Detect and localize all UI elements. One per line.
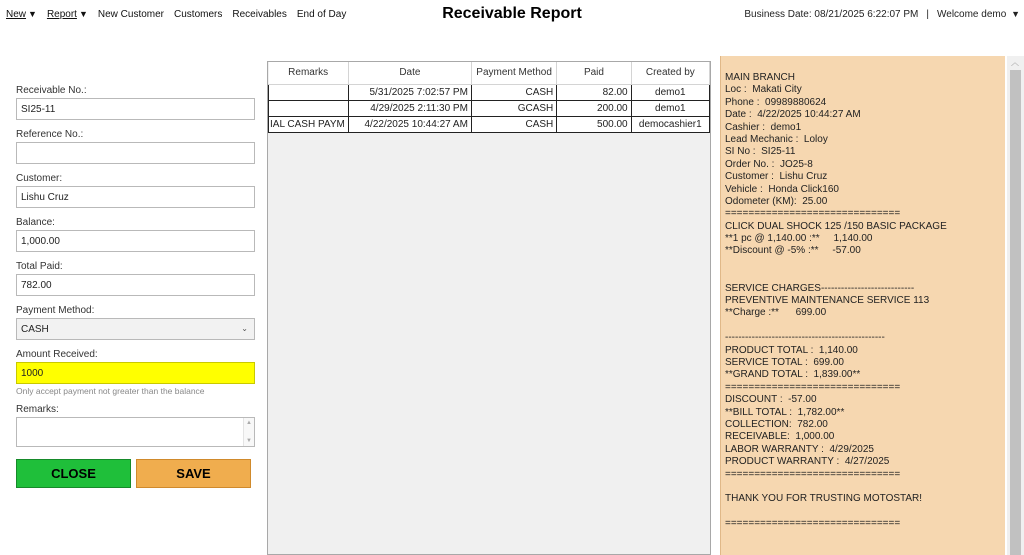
nav-customers-link[interactable]: Customers bbox=[174, 9, 223, 20]
nav-end-of-day-link[interactable]: End of Day bbox=[296, 9, 347, 20]
cell-remarks bbox=[269, 100, 349, 116]
save-button[interactable]: SAVE bbox=[136, 459, 251, 488]
table-row[interactable] bbox=[269, 84, 710, 100]
payment-method-label: Payment Method: bbox=[16, 305, 95, 316]
cell-remarks bbox=[269, 84, 349, 100]
receipt-line bbox=[725, 320, 1001, 332]
receipt-line: PREVENTIVE MAINTENANCE SERVICE 113 bbox=[725, 295, 930, 307]
receipt-line: **BILL TOTAL : 1,782.00** bbox=[725, 406, 845, 418]
receipt-line: **Charge :** 699.00 bbox=[725, 307, 827, 319]
cell-created-by: demo1 bbox=[631, 100, 709, 116]
receipt-line: PRODUCT WARRANTY : 4/27/2025 bbox=[725, 456, 890, 468]
amount-received-label: Amount Received: bbox=[16, 349, 98, 360]
nav-new-label: New bbox=[6, 9, 27, 20]
remarks-label: Remarks: bbox=[16, 404, 59, 415]
receipt-line: Loc : Makati City bbox=[725, 84, 802, 96]
receivable-no-field[interactable]: SI25-11 bbox=[16, 98, 255, 120]
receipt-line: ============================== bbox=[725, 381, 901, 393]
welcome-user-menu[interactable] bbox=[937, 9, 1020, 20]
receipt-line: PRODUCT TOTAL : 1,140.00 bbox=[725, 344, 858, 356]
cell-paid: 82.00 bbox=[557, 84, 631, 100]
receipt-line: Odometer (KM): 25.00 bbox=[725, 195, 828, 207]
receipt-line: ------------------------------------------------ bbox=[725, 332, 885, 344]
payments-grid bbox=[267, 61, 711, 555]
table-row[interactable] bbox=[269, 116, 710, 132]
receipt-line: **Discount @ -5% :** -57.00 bbox=[725, 245, 861, 257]
scroll-up-icon[interactable]: ︿ bbox=[1011, 58, 1019, 67]
column-header-created-by[interactable]: Created by bbox=[631, 62, 709, 84]
chevron-down-icon: ⌄ bbox=[241, 324, 248, 333]
receipt-line: CLICK DUAL SHOCK 125 /150 BASIC PACKAGE bbox=[725, 220, 947, 232]
nav-receivables-link[interactable]: Receivables bbox=[232, 9, 287, 20]
amount-received-field[interactable]: 1000 bbox=[16, 362, 255, 384]
receipt-line: **GRAND TOTAL : 1,839.00** bbox=[725, 369, 861, 381]
cell-created-by: democashier1 bbox=[631, 116, 709, 132]
receipt-line: MAIN BRANCH bbox=[725, 72, 796, 83]
caret-down-icon: ▼ bbox=[78, 9, 88, 19]
receipt-line: Customer : Lishu Cruz bbox=[725, 171, 828, 183]
receipt-line: Order No. : JO25-8 bbox=[725, 158, 813, 170]
scroll-down-icon: ▼ bbox=[246, 438, 252, 444]
reference-no-label: Reference No.: bbox=[16, 129, 84, 140]
cell-date: 5/31/2025 7:02:57 PM bbox=[348, 84, 471, 100]
column-header-paid[interactable]: Paid bbox=[557, 62, 631, 84]
receipt-line bbox=[725, 270, 1001, 282]
receipt-line: THANK YOU FOR TRUSTING MOTOSTAR! bbox=[725, 493, 923, 505]
cell-created-by: demo1 bbox=[631, 84, 709, 100]
main-nav bbox=[6, 9, 346, 20]
receipt-line: Vehicle : Honda Click160 bbox=[725, 183, 839, 195]
header-right bbox=[744, 9, 1020, 20]
receipt-line: Date : 4/22/2025 10:44:27 AM bbox=[725, 109, 861, 121]
receipt-scrollbar[interactable] bbox=[1007, 56, 1024, 555]
amount-received-hint: Only accept payment not greater than the balance bbox=[16, 386, 205, 396]
payment-method-value: CASH bbox=[21, 324, 49, 335]
scrollbar-thumb[interactable] bbox=[1010, 70, 1021, 555]
receipt-line: SI No : SI25-11 bbox=[725, 146, 796, 158]
receipt-preview bbox=[720, 56, 1005, 555]
receipt-line: Cashier : demo1 bbox=[725, 121, 802, 133]
cell-payment-method: CASH bbox=[471, 84, 556, 100]
welcome-label: Welcome demo bbox=[937, 9, 1007, 20]
column-header-date[interactable]: Date bbox=[348, 62, 471, 84]
header-separator: | bbox=[926, 9, 929, 20]
caret-down-icon: ▼ bbox=[28, 9, 37, 19]
nav-new-menu[interactable] bbox=[6, 9, 37, 20]
textarea-scrollbar[interactable] bbox=[243, 418, 254, 446]
customer-label: Customer: bbox=[16, 173, 63, 184]
scroll-up-icon: ▲ bbox=[246, 420, 252, 426]
receipt-line: SERVICE CHARGES---------------------------- bbox=[725, 282, 915, 294]
balance-field[interactable]: 1,000.00 bbox=[16, 230, 255, 252]
form-actions bbox=[16, 459, 251, 488]
close-button[interactable]: CLOSE bbox=[16, 459, 131, 488]
nav-report-label: Report bbox=[46, 9, 77, 20]
receipt-line: Lead Mechanic : Loloy bbox=[725, 133, 828, 145]
customer-field[interactable]: Lishu Cruz bbox=[16, 186, 255, 208]
receipt-line: ============================== bbox=[725, 518, 901, 530]
column-header-remarks[interactable]: Remarks bbox=[269, 62, 349, 84]
receipt-line bbox=[725, 481, 1001, 493]
nav-new-customer-link[interactable]: New Customer bbox=[97, 9, 165, 20]
receipt-line bbox=[725, 506, 1001, 518]
receivable-no-label: Receivable No.: bbox=[16, 85, 87, 96]
cell-paid: 200.00 bbox=[557, 100, 631, 116]
receipt-line: DISCOUNT : -57.00 bbox=[725, 394, 817, 406]
payments-table bbox=[268, 62, 710, 133]
receipt-line: **1 pc @ 1,140.00 :** 1,140.00 bbox=[725, 233, 873, 245]
receipt-line bbox=[725, 258, 1001, 270]
cell-date: 4/22/2025 10:44:27 AM bbox=[348, 116, 471, 132]
cell-date: 4/29/2025 2:11:30 PM bbox=[348, 100, 471, 116]
caret-down-icon: ▼ bbox=[1011, 9, 1020, 19]
receipt-line: LABOR WARRANTY : 4/29/2025 bbox=[725, 443, 874, 455]
page-title: Receivable Report bbox=[442, 5, 582, 22]
total-paid-label: Total Paid: bbox=[16, 261, 63, 272]
receipt-line: COLLECTION: 782.00 bbox=[725, 418, 828, 430]
receipt-line: ============================== bbox=[725, 208, 901, 220]
payment-method-select[interactable] bbox=[16, 318, 255, 340]
cell-payment-method: CASH bbox=[471, 116, 556, 132]
cell-remarks: IAL CASH PAYM bbox=[269, 116, 349, 132]
total-paid-field[interactable]: 782.00 bbox=[16, 274, 255, 296]
column-header-payment-method[interactable]: Payment Method bbox=[471, 62, 556, 84]
receipt-line: Phone : 09989880624 bbox=[725, 96, 827, 108]
receipt-line: SERVICE TOTAL : 699.00 bbox=[725, 356, 844, 368]
table-header-row bbox=[269, 62, 710, 84]
receipt-line: ============================== bbox=[725, 468, 901, 480]
reference-no-field[interactable] bbox=[16, 142, 255, 164]
top-bar bbox=[0, 0, 1024, 30]
business-date: Business Date: 08/21/2025 6:22:07 PM bbox=[744, 9, 919, 20]
remarks-textarea[interactable] bbox=[16, 417, 255, 447]
receivable-form bbox=[16, 85, 256, 447]
cell-paid: 500.00 bbox=[557, 116, 631, 132]
balance-label: Balance: bbox=[16, 217, 55, 228]
cell-payment-method: GCASH bbox=[471, 100, 556, 116]
nav-report-menu[interactable] bbox=[47, 9, 88, 20]
receipt-line: RECEIVABLE: 1,000.00 bbox=[725, 431, 835, 443]
table-row[interactable] bbox=[269, 100, 710, 116]
